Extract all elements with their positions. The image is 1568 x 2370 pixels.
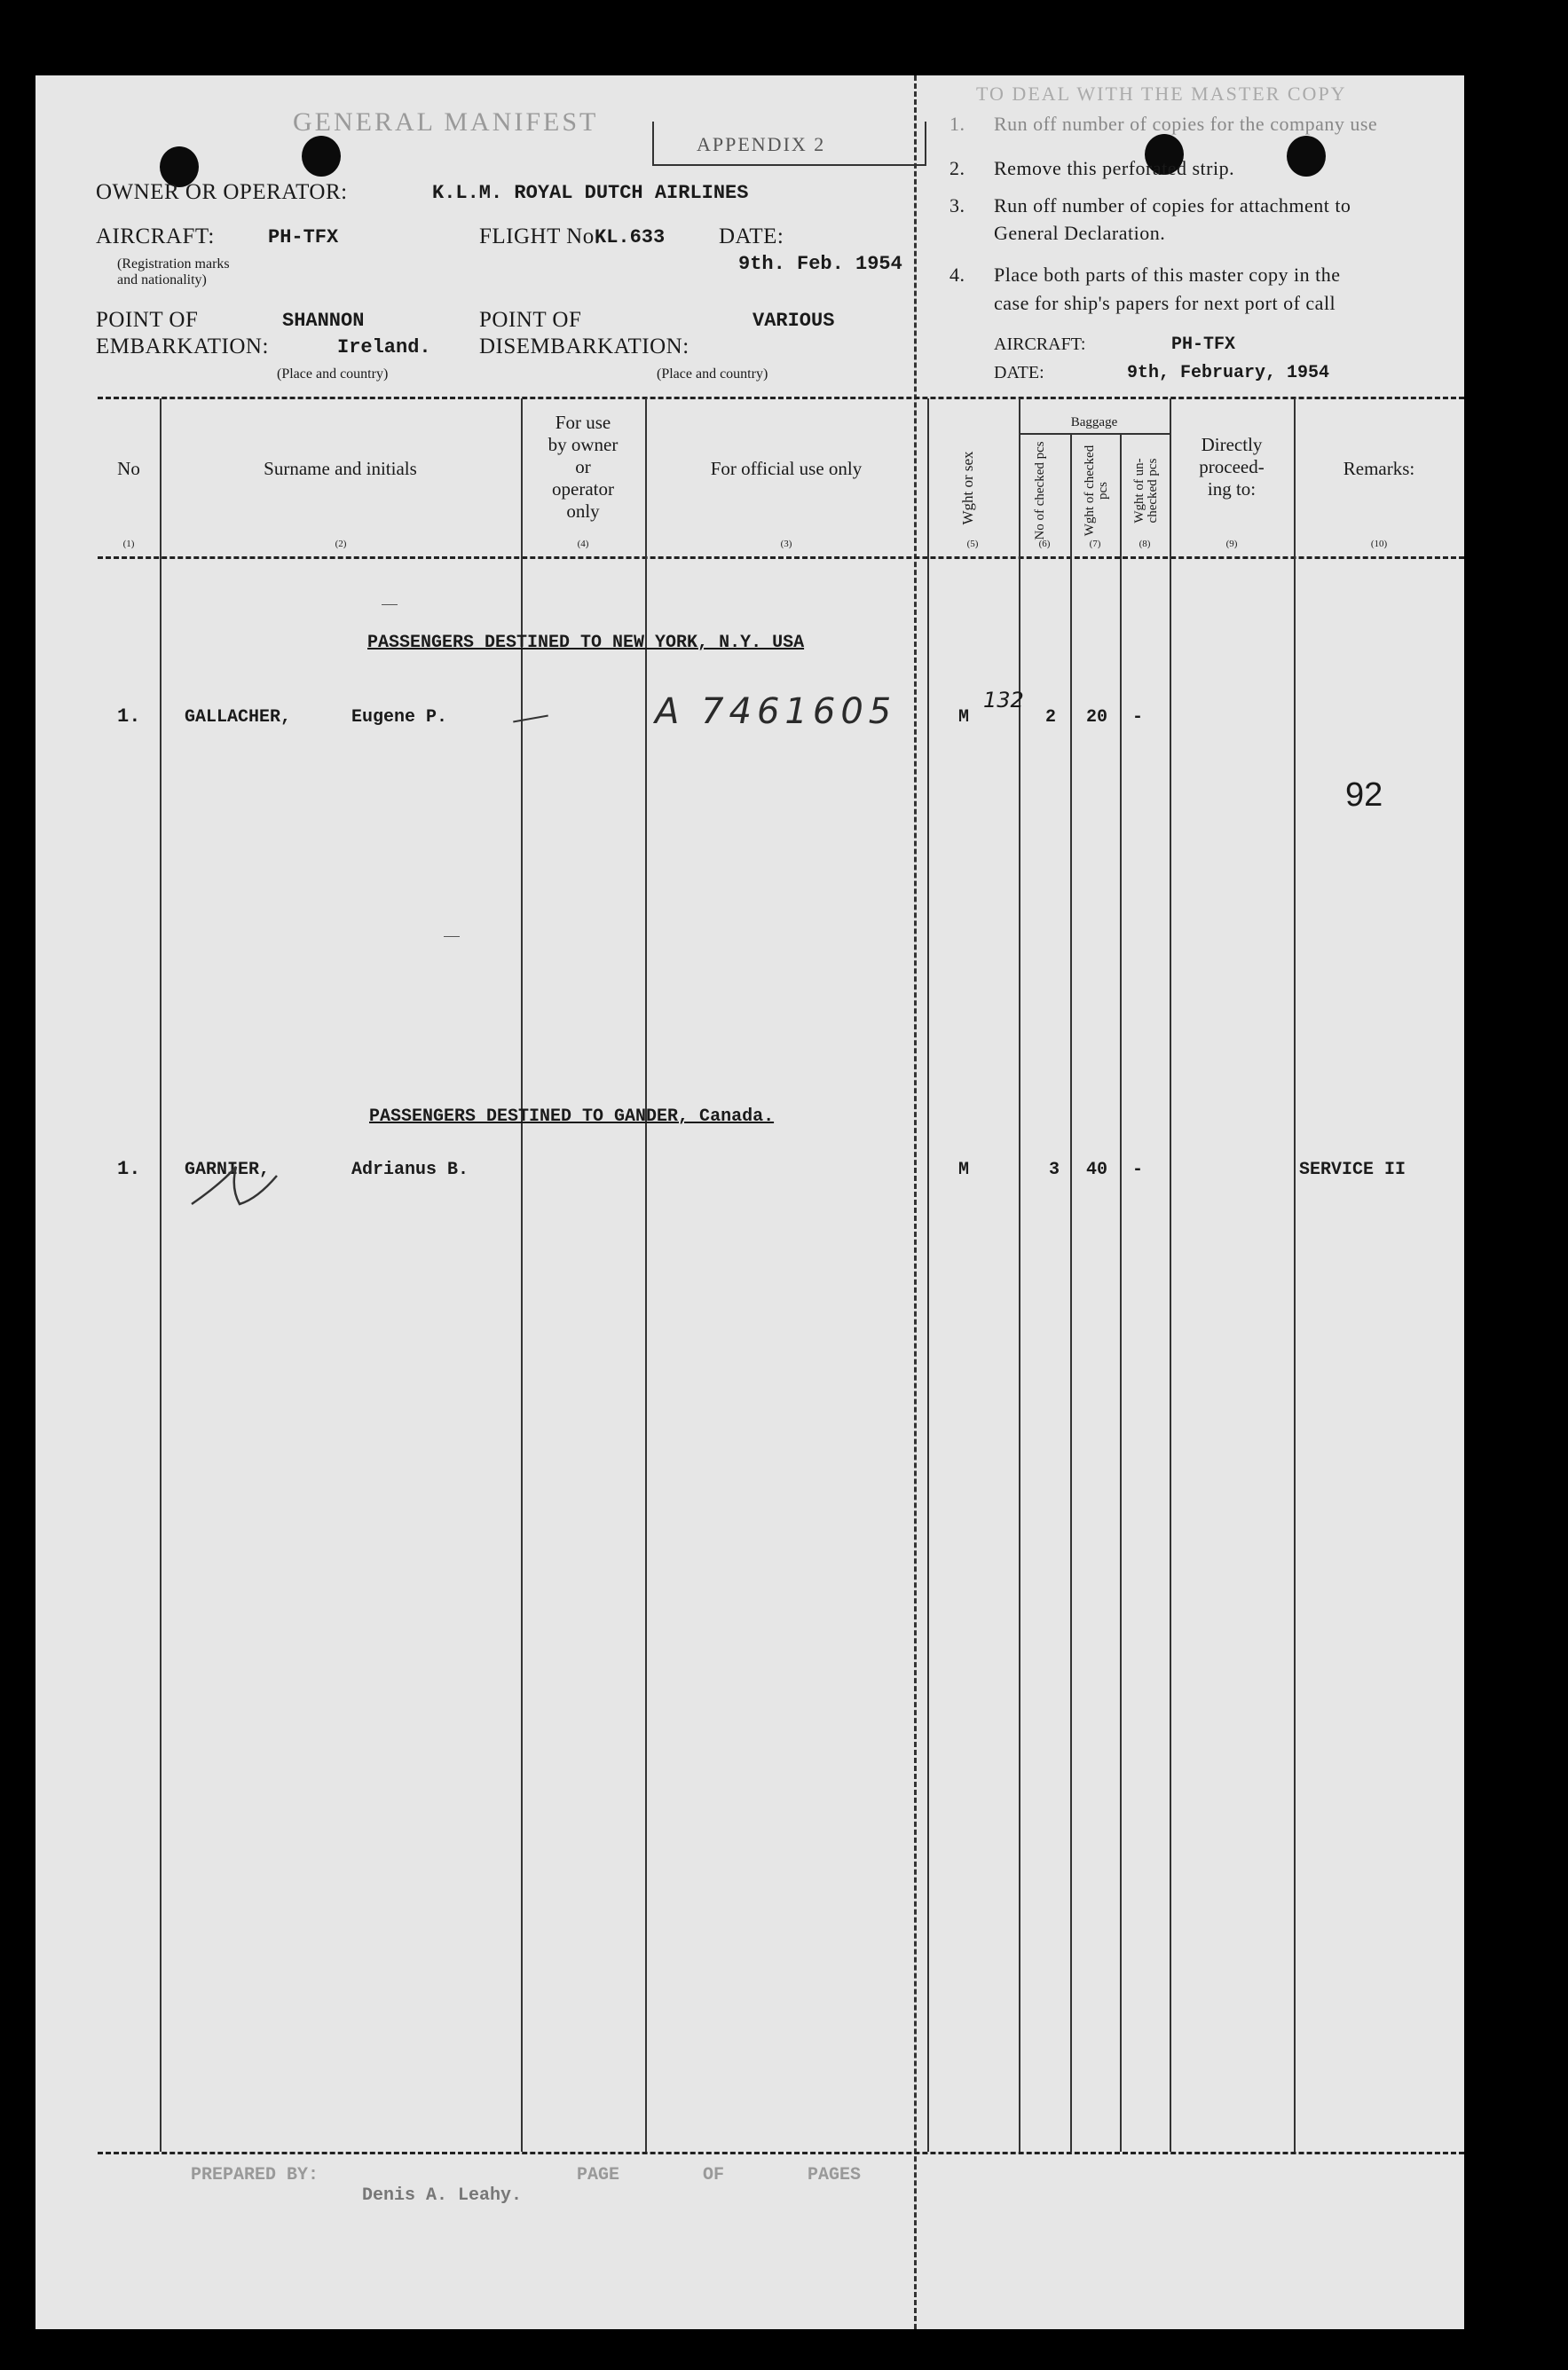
header-owner-use: For use <box>555 412 611 433</box>
group-title-gander: PASSENGERS DESTINED TO GANDER, Canada. <box>369 1106 775 1127</box>
row-checked-pcs: 3 <box>1049 1160 1060 1180</box>
row-remarks: SERVICE II <box>1299 1160 1406 1180</box>
header-unchecked-wt: Wght of un-checked pcs <box>1132 458 1160 524</box>
manifest-page <box>35 75 1464 2329</box>
instruction-text: Run off number of copies for the company use <box>994 113 1378 135</box>
aircraft-sub: and nationality) <box>117 272 207 287</box>
strip-date-label: DATE: <box>994 363 1044 382</box>
page-note: 92 <box>1345 776 1383 814</box>
embark-value: SHANNON <box>282 310 365 332</box>
punch-hole <box>302 136 341 177</box>
col-number: (2) <box>335 539 347 549</box>
col-divider <box>927 398 929 2152</box>
prepared-value: Denis A. Leahy. <box>362 2185 523 2206</box>
instruction-num: 1. <box>949 113 965 135</box>
embark-label: POINT OF <box>96 308 199 332</box>
header-owner-use: operator <box>552 478 614 500</box>
header-owner-use: or <box>575 456 591 477</box>
handwritten-check-mark <box>185 1158 282 1220</box>
top-title-fragment: GENERAL MANIFEST <box>293 107 599 137</box>
flight-value: KL.633 <box>595 226 666 248</box>
owner-value: K.L.M. ROYAL DUTCH AIRLINES <box>432 182 749 204</box>
disembark-label: POINT OF <box>479 308 582 332</box>
baggage-rule <box>1019 433 1170 435</box>
col-number: (10) <box>1370 539 1388 549</box>
instruction-text: case for ship's papers for next port of call <box>994 292 1336 314</box>
col-number: (5) <box>966 539 979 549</box>
instruction-num: 4. <box>949 264 965 286</box>
table-header-rule <box>98 556 1464 559</box>
col-number: (3) <box>780 539 792 549</box>
header-no: No <box>117 458 140 479</box>
row-no: 1. <box>117 1158 141 1180</box>
instruction-text: Remove this perforated strip. <box>994 157 1235 179</box>
aircraft-label: AIRCRAFT: <box>96 224 215 248</box>
disembark-label: DISEMBARKATION: <box>479 335 689 358</box>
instruction-num: 3. <box>949 194 965 217</box>
header-owner-use: by owner <box>548 434 619 455</box>
header-surname: Surname and initials <box>264 458 417 479</box>
row-initials: Eugene P. <box>351 707 448 728</box>
col-number: (7) <box>1089 539 1101 549</box>
col-number: (4) <box>577 539 589 549</box>
header-proceeding: ing to: <box>1207 478 1257 500</box>
dash-mark <box>513 715 548 723</box>
col-divider <box>160 398 162 2152</box>
col-divider <box>1294 398 1296 2152</box>
prepared-label: PREPARED BY: <box>191 2165 319 2185</box>
group-title-new-york: PASSENGERS DESTINED TO NEW YORK, N.Y. USA <box>367 633 805 653</box>
col-number: (9) <box>1225 539 1238 549</box>
pages-label: PAGES <box>808 2165 862 2185</box>
col-divider <box>1070 434 1072 2152</box>
instruction-num: 2. <box>949 157 965 179</box>
date-value: 9th. Feb. 1954 <box>738 253 902 275</box>
header-official: For official use only <box>710 458 863 479</box>
perforation-line <box>914 75 917 2329</box>
instructions-title: TO DEAL WITH THE MASTER COPY <box>976 83 1347 105</box>
col-divider <box>1170 398 1171 2152</box>
owner-label: OWNER OR OPERATOR: <box>96 180 348 204</box>
row-unchecked-wt: - <box>1132 707 1144 728</box>
header-proceeding: Directly <box>1201 434 1263 455</box>
col-number: (1) <box>122 539 135 549</box>
aircraft-sub: (Registration marks <box>117 256 230 272</box>
instruction-text: Run off number of copies for attachment to <box>994 194 1351 217</box>
stray-mark <box>444 936 460 937</box>
embark-value: Ireland. <box>337 336 431 358</box>
col-divider <box>1019 398 1020 2152</box>
row-surname: GARNIER, <box>185 1160 271 1180</box>
aircraft-value: PH-TFX <box>268 226 339 248</box>
instruction-text: Place both parts of this master copy in the <box>994 264 1341 286</box>
stray-mark <box>382 604 398 605</box>
instruction-text: General Declaration. <box>994 222 1166 244</box>
col-divider <box>521 398 523 2152</box>
row-checked-pcs: 2 <box>1045 707 1057 728</box>
row-weight: M <box>958 707 970 728</box>
row-weight: M <box>958 1160 970 1180</box>
col-number: (6) <box>1038 539 1051 549</box>
col-number: (8) <box>1139 539 1151 549</box>
header-proceeding: proceed- <box>1199 456 1265 477</box>
embark-label: EMBARKATION: <box>96 335 269 358</box>
col-divider <box>1120 434 1122 2152</box>
header-baggage: Baggage <box>1070 415 1118 429</box>
row-official-number: A 7461605 <box>655 691 897 732</box>
strip-date-value: 9th, February, 1954 <box>1127 363 1330 383</box>
header-owner-use: only <box>566 500 600 522</box>
row-surname: GALLACHER, <box>185 707 292 728</box>
punch-hole <box>1287 136 1326 177</box>
annex-tag: APPENDIX 2 <box>697 133 826 155</box>
header-remarks: Remarks: <box>1343 458 1415 479</box>
date-label: DATE: <box>719 224 784 248</box>
row-unchecked-wt: - <box>1132 1160 1144 1180</box>
strip-aircraft-value: PH-TFX <box>1171 335 1236 355</box>
disembark-value: VARIOUS <box>752 310 835 332</box>
row-checked-wt: 20 <box>1086 707 1108 728</box>
row-no: 1. <box>117 705 141 728</box>
strip-aircraft-label: AIRCRAFT: <box>994 335 1086 354</box>
row-initials: Adrianus B. <box>351 1160 469 1180</box>
disembark-sub: (Place and country) <box>657 366 768 382</box>
row-weight-note: 132 <box>983 688 1024 713</box>
flight-label: FLIGHT No. <box>479 224 601 248</box>
col-divider <box>645 398 647 2152</box>
header-checked-wt: Wght of checked pcs <box>1083 445 1110 537</box>
header-weight: Wght or sex <box>959 451 976 525</box>
table-bottom-rule <box>98 2152 1464 2154</box>
page-label: PAGE <box>577 2165 620 2185</box>
header-checked-pcs: No of checked pcs <box>1033 441 1047 540</box>
row-checked-wt: 40 <box>1086 1160 1108 1180</box>
embark-sub: (Place and country) <box>277 366 389 382</box>
of-label: OF <box>703 2165 725 2185</box>
table-top-rule <box>98 397 1464 399</box>
